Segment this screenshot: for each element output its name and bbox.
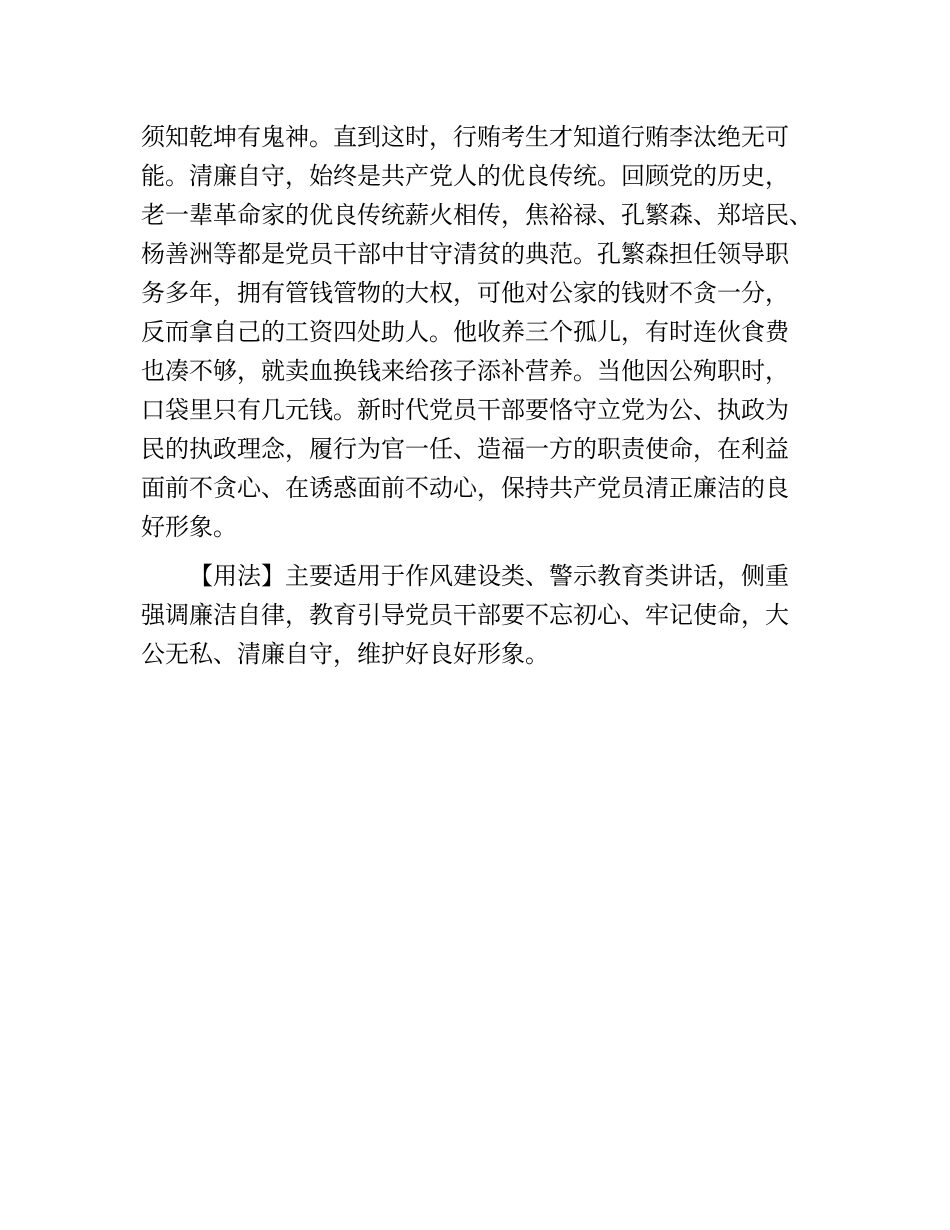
text-line: 面前不贪心、在诱惑面前不动心，保持共产党员清正廉洁的良	[141, 474, 789, 502]
text-line: 杨善洲等都是党员干部中甘守清贫的典范。孔繁森担任领导职	[141, 240, 789, 268]
text-line: 能。清廉自守，始终是共产党人的优良传统。回顾党的历史，	[141, 162, 789, 190]
paragraph-1	[141, 118, 821, 547]
text-line: 【用法】主要适用于作风建设类、警示教育类讲话，侧重	[189, 562, 789, 590]
text-line: 务多年，拥有管钱管物的大权，可他对公家的钱财不贪一分，	[141, 279, 789, 307]
text-line: 口袋里只有几元钱。新时代党员干部要恪守立党为公、执政为	[141, 396, 789, 424]
paragraph-2	[141, 557, 821, 674]
text-line: 也凑不够，就卖血换钱来给孩子添补营养。当他因公殉职时，	[141, 357, 789, 385]
text-line: 好形象。	[141, 513, 237, 541]
text-line: 公无私、清廉自守，维护好良好形象。	[141, 640, 549, 668]
paragraph-spacer	[141, 547, 821, 557]
text-line: 须知乾坤有鬼神。直到这时，行贿考生才知道行贿李汰绝无可	[141, 123, 789, 151]
text-line: 民的执政理念，履行为官一任、造福一方的职责使命，在利益	[141, 435, 789, 463]
document-body	[141, 118, 821, 674]
text-line: 老一辈革命家的优良传统薪火相传，焦裕禄、孔繁森、郑培民、	[141, 201, 813, 229]
text-line: 强调廉洁自律，教育引导党员干部要不忘初心、牢记使命，大	[141, 601, 789, 629]
text-line: 反而拿自己的工资四处助人。他收养三个孤儿，有时连伙食费	[141, 318, 789, 346]
